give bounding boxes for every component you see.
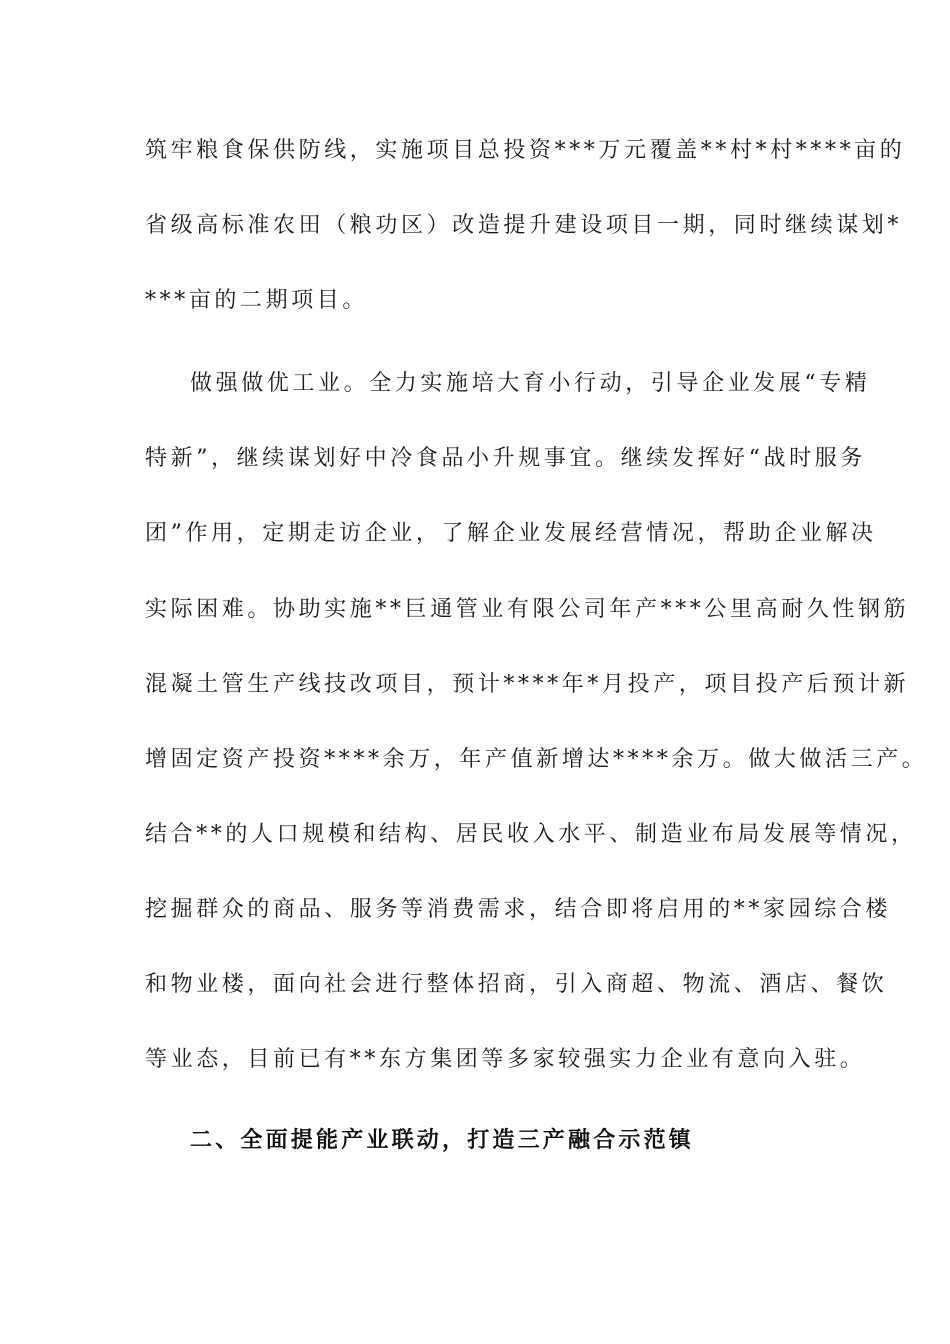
- section-heading: 二、全面提能产业联动，打造三产融合示范镇: [190, 1128, 695, 1153]
- paragraph-2-line-2: 特新”，继续谋划好中冷食品小升规事宜。继续发挥好“战时服务: [145, 446, 866, 471]
- paragraph-2-line-3: 团”作用，定期走访企业，了解企业发展经营情况，帮助企业解决: [145, 521, 877, 546]
- paragraph-2-line-8: 挖掘群众的商品、服务等消费需求，结合即将启用的**家园综合楼: [145, 897, 892, 922]
- paragraph-2-line-10: 等业态，目前已有**东方集团等多家较强实力企业有意向入驻。: [145, 1047, 866, 1072]
- paragraph-2-line-7: 结合**的人口规模和结构、居民收入水平、制造业布局发展等情况，: [145, 822, 917, 847]
- paragraph-2-line-5: 混凝土管生产线技改项目，预计****年*月投产，项目投产后预计新: [145, 672, 910, 697]
- paragraph-2-line-4: 实际困难。协助实施**巨通管业有限公司年产***公里高耐久性钢筋: [145, 597, 910, 622]
- paragraph-2-line-9: 和物业楼，面向社会进行整体招商，引入商超、物流、酒店、餐饮: [145, 972, 888, 997]
- paragraph-2-line-1: 做强做优工业。全力实施培大育小行动，引导企业发展“专精: [190, 371, 871, 396]
- paragraph-2-line-6: 增固定资产投资****余万，年产值新增达****余万。做大做活三产。: [145, 747, 928, 772]
- paragraph-1-line-3: ***亩的二期项目。: [145, 288, 369, 313]
- paragraph-1-line-1: 筑牢粮食保供防线，实施项目总投资***万元覆盖**村*村****亩的: [145, 138, 906, 163]
- paragraph-1-line-2: 省级高标准农田（粮功区）改造提升建设项目一期，同时继续谋划*: [145, 213, 903, 238]
